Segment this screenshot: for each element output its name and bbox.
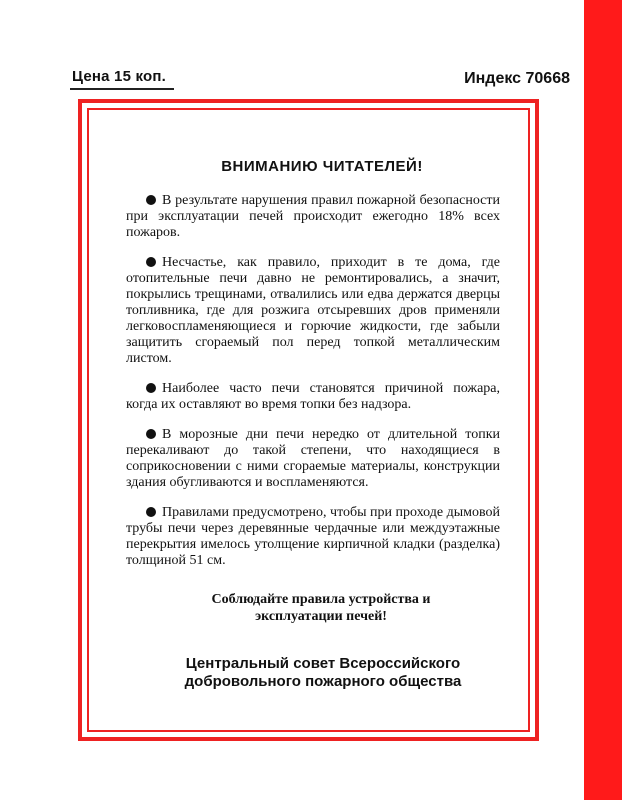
red-edge-band xyxy=(584,0,622,800)
appeal-line: эксплуатации печей! xyxy=(255,609,387,624)
notice-paragraph xyxy=(126,505,500,569)
paragraph-text: Несчастье, как правило, приходит в те дома, где отопительные печи давно не ремонтировались, а значит, покрылись трещинами, отвалились или едва держатся дверцы топливника, где для розжига отсыревших дров применяли легковоспламеняющиеся и горючие жидкости, где забыли защитить сгораемый пол перед топкой металлическим листом. xyxy=(126,255,500,366)
bullet-icon xyxy=(146,195,156,205)
bullet-icon xyxy=(146,429,156,439)
bullet-icon xyxy=(146,383,156,393)
price-underline xyxy=(70,88,174,90)
paragraph-text: В морозные дни печи нередко от длительной топки перекаливают до такой степени, что находящиеся в соприкосновении с ними сгораемые материалы, конструкции здания обугливаются и воспламеняются. xyxy=(126,427,500,490)
bullet-icon xyxy=(146,507,156,517)
notice-paragraph xyxy=(126,193,500,241)
paragraph-text: Наиболее часто печи становятся причиной пожара, когда их оставляют во время топки без надзора. xyxy=(126,381,500,412)
index-label: Индекс 70668 xyxy=(464,70,570,87)
signature-block xyxy=(126,655,500,691)
signature-line: добровольного пожарного общества xyxy=(184,673,462,690)
notice-paragraph xyxy=(126,381,500,413)
bullet-icon xyxy=(146,257,156,267)
notice-content xyxy=(126,150,500,691)
safety-appeal xyxy=(126,591,500,625)
notice-paragraph xyxy=(126,427,500,491)
notice-title: ВНИМАНИЮ ЧИТАТЕЛЕЙ! xyxy=(221,158,423,175)
appeal-line: Соблюдайте правила устройства и xyxy=(211,592,431,607)
paragraph-text: Правилами предусмотрено, чтобы при проходе дымовой трубы печи через деревянные чердачные или междуэтажные перекрытия имелось утолщение кирпичной кладки (разделка) толщиной 51 см. xyxy=(126,505,500,568)
price-label: Цена 15 коп. xyxy=(72,68,167,85)
paragraph-text: В результате нарушения правил пожарной безопасности при эксплуатации печей происходит ежегодно 18% всех пожаров. xyxy=(126,193,500,240)
signature-line: Центральный совет Всероссийского xyxy=(185,655,461,672)
notice-paragraph xyxy=(126,255,500,367)
